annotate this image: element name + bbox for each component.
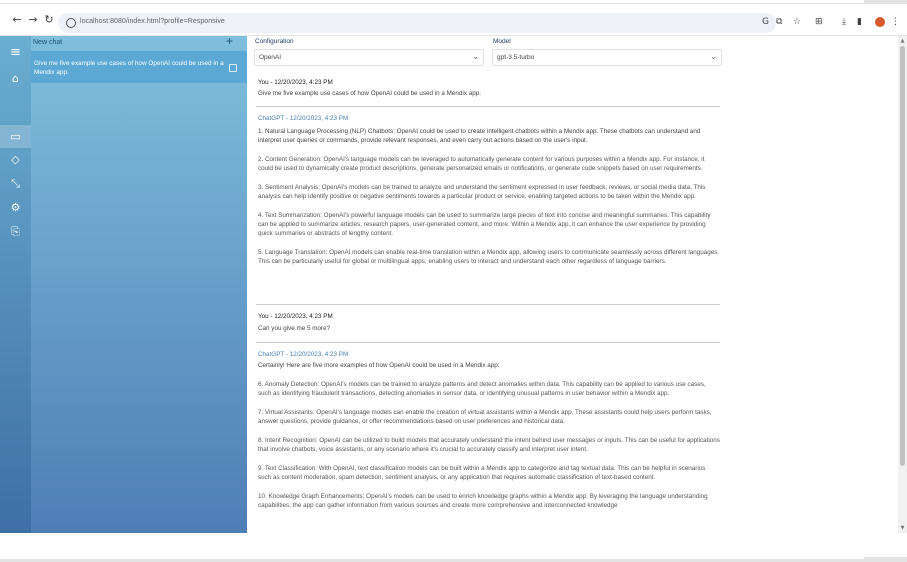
message-user	[258, 78, 720, 98]
message-paragraph: 7. Virtual Assistants: OpenAI's language models can enable the creation of virtual assistants within a Mendix app. These assistants could help users perform tasks, answer questions, provide guidance, or offer recommendations based on user preferences and historical data.	[258, 409, 712, 425]
message-paragraph: 1. Natural Language Processing (NLP) Chatbots: OpenAI could be used to create intelligent chatbots within a Mendix app. These chatbots can understand and interpret user queries or commands, provide relevant responses, and even carry out actions based on the user's input.	[258, 128, 701, 144]
message-divider	[256, 342, 720, 343]
arrow-left-icon[interactable]: ←	[12, 13, 22, 26]
message-text: Give me five example use cases of how OpenAI could be used in a Mendix app.	[258, 90, 481, 97]
message-paragraph: 3. Sentiment Analysis: OpenAI's models can be trained to analyze and understand the sentiment expressed in user feedback, reviews, or social media data. This analysis can help identify positive or negative sentiments towards a particular product or service, enabling targeted actions to be taken within the Mendix app.	[258, 184, 706, 200]
new-chat-button[interactable]: +	[226, 34, 234, 48]
more-vertical-icon[interactable]: ⋮	[891, 17, 900, 27]
new-chat-label: New chat	[33, 39, 63, 46]
sidebar-chat-item[interactable]	[31, 51, 247, 83]
message-paragraph: 5. Language Translation: OpenAI models can enable real-time translation within a Mendix app, allowing users to communicate seamlessly across different languages. This can be particularly useful for global or multilingual apps, enabling users to interact and understand each other regardless of language barriers.	[258, 249, 720, 265]
sidebar-icon[interactable]: ▮	[857, 17, 862, 27]
model-select[interactable]	[492, 49, 722, 66]
message-author: ChatGPT - 12/20/2023, 4:23 PM	[258, 115, 349, 122]
nav-rail	[0, 36, 31, 533]
settings-icon[interactable]: ⚙	[10, 201, 21, 214]
address-url[interactable]: localhost:8080/index.html?profile=Responsive	[80, 18, 225, 25]
message-paragraph: 8. Intent Recognition: OpenAI can be utilized to build models that accurately understand the intent behind user messages or inputs. This can be useful for applications that involve chatbots, voice assistants, or any scenario where it's crucial to accurately classify and interpret user intent.	[258, 437, 720, 453]
message-divider	[256, 106, 720, 107]
document-icon[interactable]: ⎘	[11, 225, 20, 238]
expand-icon[interactable]: ⤡	[11, 177, 20, 190]
scroll-up-icon[interactable]: ▲	[900, 38, 905, 44]
message-author: ChatGPT - 12/20/2023, 4:23 PM	[258, 351, 349, 358]
menu-icon[interactable]: ≡	[10, 45, 21, 60]
translate-icon[interactable]: G	[762, 17, 769, 27]
spacer	[9, 120, 22, 133]
window-bottom-strip	[0, 557, 907, 562]
reload-icon[interactable]: ↻	[44, 13, 54, 26]
profile-avatar[interactable]	[875, 17, 885, 27]
message-paragraph: 4. Text Summarization: OpenAI's powerful language models can be used to summarize large pieces of text into concise and meaningful summaries. This capability can be applied to summarize articles, research papers, user-generated content, and more. Within a Mendix app, it can enhance the user experience by providing quick summaries or abstracts of lengthy content.	[258, 212, 711, 237]
scroll-down-icon[interactable]: ▼	[900, 525, 905, 531]
download-icon[interactable]: ⤓	[842, 17, 846, 27]
message-paragraph: 2. Content Generation: OpenAI's language models can be leveraged to automatically generate content for various purposes within a Mendix app. For instance, it could be used to dynamically create product descriptions, generate personalized emails or notifications, or generate code snippets based on user requirements.	[258, 156, 705, 172]
message-author: You - 12/20/2023, 4:23 PM	[258, 313, 333, 320]
chevron-down-icon: ⌄	[472, 52, 479, 61]
info-icon[interactable]	[66, 18, 76, 28]
configuration-value: OpenAI	[259, 54, 282, 61]
message-user	[258, 312, 720, 333]
model-label: Model	[493, 38, 511, 45]
message-divider	[256, 304, 720, 305]
chat-sidebar	[31, 36, 247, 533]
chat-main	[247, 36, 898, 533]
message-text: Can you give me 5 more?	[258, 325, 331, 332]
message-paragraph: 10. Knowledge Graph Enhancements: OpenAI's models can be used to enrich knowledge graphs within a Mendix app. By leveraging the language understanding capabilities, the app can gather information from various sources and create more comprehensive and interconnected knowledge	[258, 493, 708, 509]
chevron-down-icon: ⌄	[710, 52, 717, 61]
star-icon[interactable]: ☆	[793, 17, 802, 27]
message-paragraph: 6. Anomaly Detection: OpenAI's models can be trained to analyze patterns and detect anomalies within data. This capability can be applied to various use cases, such as identifying fraudulent transactions, detecting anomalies in sensor data, or identifying unusual patterns in user behavior within a Mendix app.	[258, 381, 706, 397]
arrow-right-icon[interactable]: →	[28, 13, 38, 26]
browser-toolbar	[0, 4, 907, 36]
sidebar-chat-item-text: Give me five example use cases of how OpenAI could be used in a Mendix app.	[34, 60, 224, 76]
scrollbar-thumb[interactable]	[900, 46, 905, 466]
address-bar[interactable]	[58, 13, 776, 33]
copy-icon[interactable]	[229, 64, 237, 72]
install-icon[interactable]: ⧉	[776, 17, 783, 27]
home-icon[interactable]: ⌂	[12, 72, 19, 85]
puzzle-icon[interactable]: ⊞	[815, 17, 823, 27]
message-assistant	[258, 114, 720, 266]
message-assistant	[258, 350, 720, 510]
chat-icon[interactable]: ▭	[10, 130, 21, 143]
model-value: gpt-3.5-turbo	[497, 54, 535, 61]
configuration-select[interactable]	[254, 49, 484, 66]
message-paragraph: 9. Text Classification: With OpenAI, text classification models can be built within a Mendix app to categorize and tag textual data. This can be helpful in scenarios such as content moderation, spam detection, sentiment analysis, or any application that requires automatic classification of text-based content.	[258, 465, 706, 481]
message-author: You - 12/20/2023, 4:23 PM	[258, 79, 333, 86]
tag-icon[interactable]: ◇	[11, 153, 20, 166]
configuration-label: Configuration	[255, 38, 294, 45]
message-paragraph: Certainly! Here are five more examples of how OpenAI could be used in a Mendix app:	[258, 362, 500, 369]
